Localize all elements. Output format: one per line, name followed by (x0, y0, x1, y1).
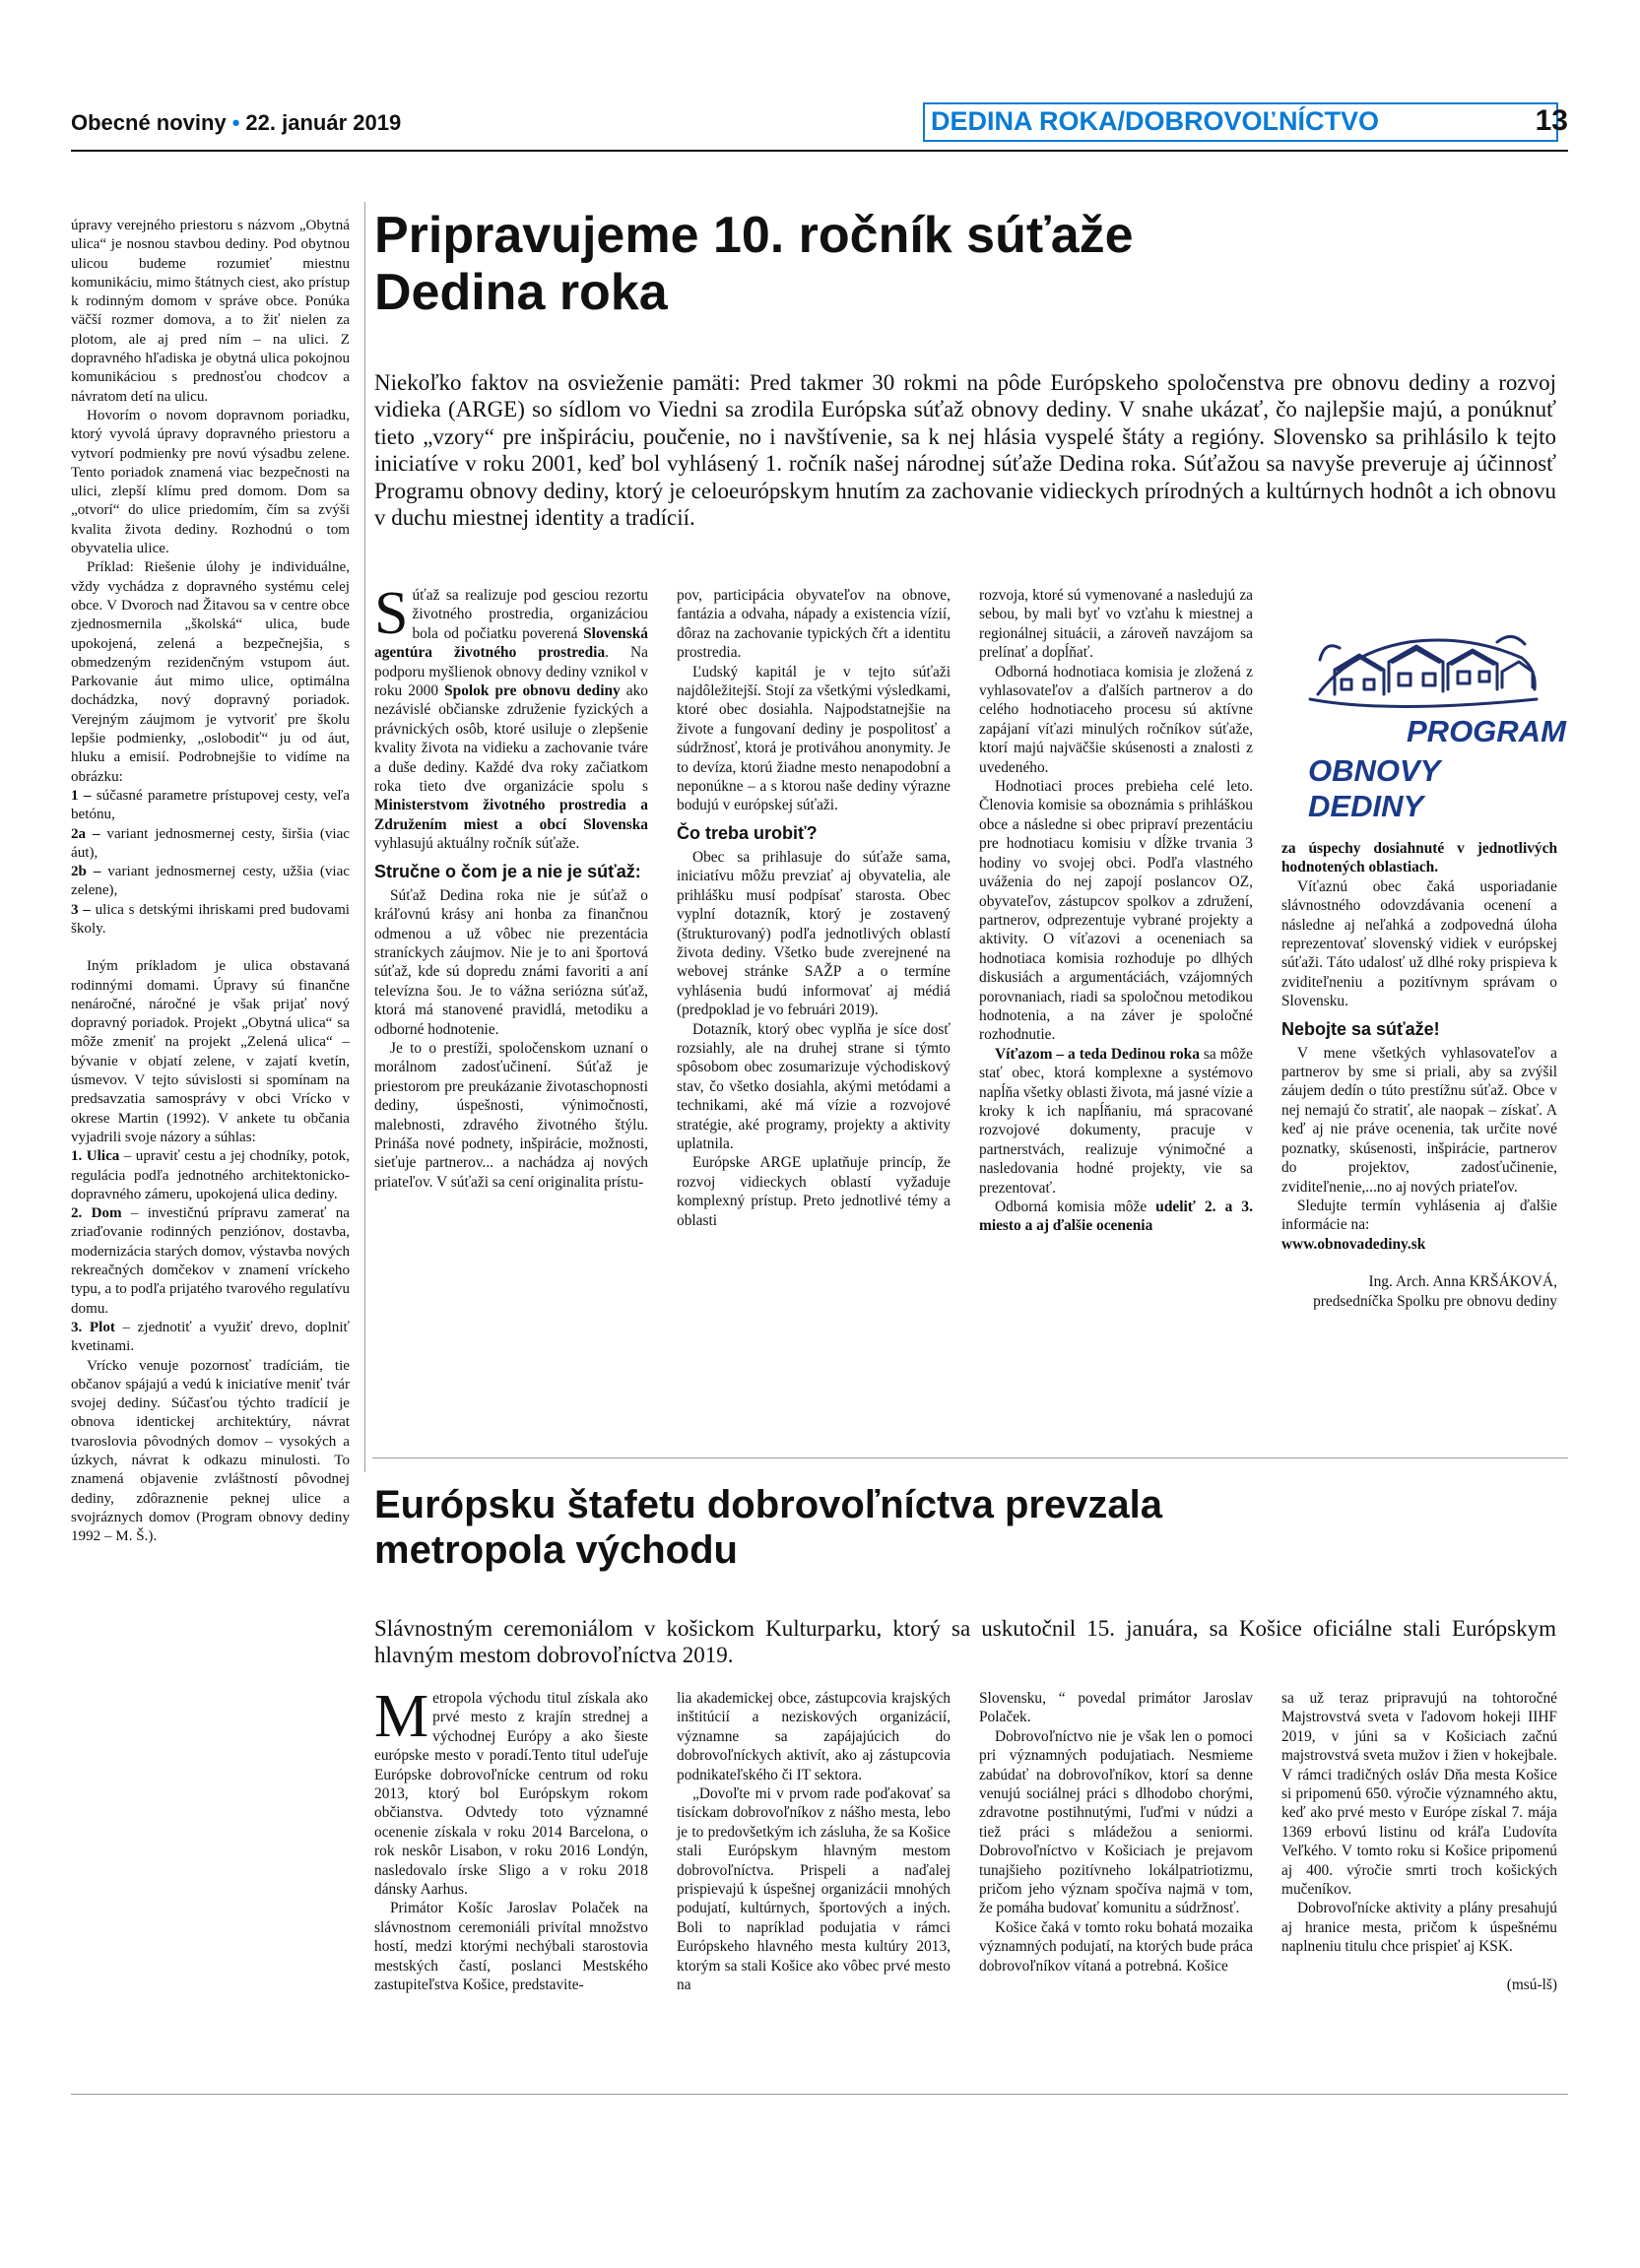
article-headline: Európsku štafetu dobrovoľníctva prevzala metropola východu (374, 1483, 1163, 1572)
paragraph: Odborná komisia môže udeliť 2. a 3. miesto a aj ďalšie ocenenia (979, 1199, 1253, 1235)
website-link: www.obnovadediny.sk (1281, 1235, 1426, 1253)
paragraph: Dobrovoľníctvo nie je však len o pomoci pri významných podujatiach. Nesmieme zabúdať na dobrovoľníkov, ktorí sa denne venujú sociálnej práci s dlhodobo chorými, zdravotne postihnutými, ľuďmi v núdzi a tiež práci s mládežou a seniormi. Dobrovoľníctvo v Košiciach je prejavom tunajšieho pozitívneho lokálpatriotizmu, pričom jeho význam spočíva najmä v tom, že pomáha budovať komunitu a súdržnosť. (979, 1727, 1253, 1917)
list-item: 3 – ulica s detskými ihriskami pred budovami školy. (71, 901, 351, 937)
publication-line (71, 110, 401, 136)
paragraph: Primátor Košíc Jaroslav Polaček na slávnostnom ceremoniáli privítal množstvo hostí, medzi ktorými nechýbali starostovia mestských častí, poslanci Mestského zastupiteľstva Košice, predstavite- (374, 1900, 648, 1994)
paragraph: lia akademickej obce, zástupcovia krajských inštitúcií a neziskových organizácií, významne sa zapájajúcich do dobrovoľníckych aktivít, ako aj zástupcovia podnikateľského či IT sektora. (677, 1690, 951, 1783)
issue-date: 22. január 2019 (245, 110, 402, 135)
paragraph: sa už teraz pripravujú na tohtoročné Majstrovstvá sveta v ľadovom hokeji IIHF 2019, v júni sa v Košiciach začnú majstrovstvá sveta mužov i žien v hokejbale. V rámci tradičných osláv Dňa mesta Košice si pripomenú 650. výročie významného aktu, keď ako prvé mesto v Európe získal 7. mája 1369 erbovú listinu od kráľa Ľudovíta Veľkého. V tomto roku si Košice pripomenú aj 400. výročie smrti troch košických mučeníkov. (1281, 1690, 1557, 1899)
list-item: 2a – variant jednosmernej cesty, širšia (viac áut), (71, 825, 350, 861)
column-divider (364, 202, 365, 1472)
paragraph: Ľudský kapitál je v tejto súťaži najdôležitejší. Stojí za všetkými výsledkami, ktoré obec dosiahla. Najpodstatnejšie na živote a fungovaní dediny je pospolitosť a súdržnosť, ktorá je protiváhou anonymity. Je to devíza, ktorú žiadne mesto nenapodobní a neponúkne – a s ktorou naše dediny výrazne bodujú v európskej súťaži. (677, 663, 951, 814)
section-label: DEDINA ROKA/DOBROVOĽNÍCTVO (923, 102, 1558, 142)
list-item: 2. Dom – investičnú prípravu zamerať na zriaďovanie rodinných penziónov, dostavba, modernizácia starých domov, výstavba nových rekreačných domčekov v znamení vríckeho typu, a to podľa prijatého tvarového regulatívu domu. (71, 1205, 350, 1317)
paragraph: za úspechy dosiahnuté v jednotlivých hodnotených oblastiach. (1281, 840, 1557, 876)
paragraph: Víťaznú obec čaká usporiadanie slávnostného odovzdávania ocenení a následne aj neľahká a zodpovedná úloha reprezentovať slovenský vidiek v európskej súťaži. Táto udalosť už dlhé roky prispieva k zviditeľneniu a pozitívnym správam o Slovensku. (1281, 877, 1557, 1010)
article-column-1 (374, 580, 648, 1192)
paragraph: rozvoja, ktoré sú vymenované a nasledujú za sebou, by mali byť vo vzťahu k miestnej a regionálnej situácii, a zároveň navzájom sa prelínať a dopĺňať. (979, 587, 1253, 662)
paragraph: Sledujte termín vyhlásenia aj ďalšie informácie na: (1281, 1197, 1557, 1234)
paragraph: V mene všetkých vyhlasovateľov a partnerov by sme si priali, aby sa zvýšil záujem dedín o túto prestížnu súťaž. Obce v nej nemajú čo stratiť, ale naopak – získať. A keď aj nie práve ocenenia, tak určite nové poznatky, skúsenosti, inšpirácie, partnerov do projektov, zadosťučinenie, zviditeľnenie,...no aj nových priateľov. (1281, 1044, 1557, 1196)
article-lead: Niekoľko faktov na osvieženie pamäti: Pred takmer 30 rokmi na pôde Európskeho spoločenstva pre obnovu dediny a rozvoj vidieka (ARGE) so sídlom vo Viedni sa zrodila Európska súťaž obnovy dediny. V snahe ukázať, čo najlepšie majú, a ponúknuť tieto „vzory“ pre inšpiráciu, poučenie, no i navštívenie, sa k nej hlásia vyspelé štáty a regióny. Slovensko sa prihlásilo k tejto iniciatíve v roku 2001, keď bol vyhlásený 1. ročník našej národnej súťaže Dedina roka. Súťažou sa navyše preveruje aj účinnosť Programu obnovy dediny, ktorý je celoeurópskym hnutím za zachovanie vidieckych prírodných a kultúrnych hodnôt a ich obnovu v duchu miestnej identity a tradícií. (374, 370, 1556, 531)
paragraph: Je to o prestíži, spoločenskom uznaní o morálnom zadosťučinení. Súťaž je priestorom pre preukázanie životaschopnosti dediny, úspešnosti, výnimočnosti, malebnosti, zdravého životného štýlu. Prináša nové podnety, inšpirácie, možnosti, sieťuje partnerov... a nachádza aj nových priateľov. V súťaži sa cení originalita prístu- (374, 1039, 648, 1191)
paragraph: úpravy verejného priestoru s názvom „Obytná ulica“ je nosnou stavbou dediny. Pod obytnou ulicou budeme rozumieť miestnu komunikáciu, mimo štátnych ciest, ako prístup k rodinným domom v správe obce. Ponúka väčší rozmer domova, a to žiť nielen za plotom, ale aj pred ním – na ulici. Z dopravného hľadiska je obytná ulica pokojnou komunikáciou s prednosťou chodcov a návratom detí na ulicu. (71, 218, 350, 405)
left-column-article (71, 217, 350, 1546)
list-item: 1. Ulica – upraviť cestu a jej chodníky, potok, regulácia podľa jednotného architektonicko-dopravného zámeru, upokojená ulica dediny. (71, 1148, 350, 1202)
bullet-separator: • (231, 110, 240, 135)
signature-title: predsedníčka Spolku pre obnovu dediny (1313, 1292, 1557, 1310)
signature-name: Ing. Arch. Anna KRŠÁKOVÁ, (1368, 1273, 1557, 1291)
list-item: 3. Plot – zjednotiť a využiť drevo, doplniť kvetinami. (71, 1319, 350, 1355)
paragraph: Hodnotiaci proces prebieha celé leto. Členovia komisie sa oboznámia s prihláškou obce a následne si obec pripraví prezentáciu pre hodnotiacu komisiu v dĺžke trvania 3 hodiny vo svojej obci. Podľa vlastného uváženia do nej zapojí poslancov OZ, obyvateľov, zástupcov spolkov a združení, partnerov, odprezentuje vybrané projekty a aktivity. O víťazovi a oceneniach sa hodnotiaca komisia rozhoduje po dlhých diskusiách a argumentáciách, vzájomných porovnaniach, riadi sa spoločnou metodikou hodnotenia, a na záver je spoločné rozhodnutie. (979, 778, 1253, 1044)
article-column-4 (1281, 1689, 1557, 1994)
drop-cap: M (374, 1683, 429, 1750)
paragraph: Súťaž Dedina roka nie je súťaž o kráľovnú krásy ani honba za finančnou odmenou a už vôbec nie prezentácia straníckych záujmov. Nie je to ani športová súťaž, kde sú dopredu známi favoriti a aní televízna šou. Je to vážna seriózna súťaž, ktorá má stanovené pravidlá, metodiku a odborné hodnotenie. (374, 886, 648, 1038)
paragraph: Súťaž sa realizuje pod gesciou rezortu životného prostredia, organizáciou bola od počiatku poverená Slovenská agentúra životného prostredia. Na podporu myšlienok obnovy dediny vznikol v roku 2000 Spolok pre obnovu dediny ako nezávislé občianske združenie fyzických a právnických osôb, ktoré usiluje o zlepšenie kvality života na vidieku a zachovanie tváre a duše dediny. Každé dva roky začiatkom roka tieto dve organizácie spolu s Ministerstvom životného prostredia a Združením miest a obcí Slovenska vyhlasujú aktuálny ročník súťaže. (374, 580, 648, 853)
article-column-3 (979, 586, 1253, 1236)
logo-line-2: OBNOVY DEDINY (1308, 753, 1440, 823)
signature: (msú-lš) (1506, 1976, 1557, 1993)
page-number: 13 (1535, 104, 1568, 137)
paragraph: Víťazom – a teda Dedinou roka sa môže stať obec, ktorá komplexne a systémovo napĺňa všetky oblasti života, má jasné vízie a kroky k ich napĺňaniu, má spracované rozvojové dokumenty, pracuje v partnerstvách, realizuje výnimočné a nasledovania hodné projekty, vie sa prezentovať. (979, 1045, 1253, 1197)
paragraph: pov, participácia obyvateľov na obnove, fantázia a odvaha, nápady a existencia vízií, dôraz na zachovanie typických čŕt a identitu prostredia. (677, 587, 951, 662)
page-header (71, 102, 1568, 150)
article-column-2 (677, 586, 951, 1230)
paragraph: Obec sa prihlasuje do súťaže sama, iniciatívu môžu prevziať aj obyvatelia, ale prihlášku musí podpísať starosta. Obec vyplní dotazník, ktorý je zostavený (štrukturovaný) podľa jednotlivých oblastí života dediny. Všetko bude zverejnené na webovej stránke SAŽP a o termíne vyhlásenia budú informovať aj médiá (predpoklad je vo februári 2019). (677, 848, 951, 1019)
paragraph: Iným príkladom je ulica obstavaná rodinnými domami. Úpravy sú finančne nenáročné, náročné je však prijať nový dopravný poriadok. Projekt „Obytná ulica“ sa môže zmeniť na projekt „Zelená ulica“ – bývanie v objatí zelene, v zajatí kvetín, úsmevov. V tejto súvislosti si spomínam na predsavzatia samosprávy v obci Vrícko v okrese Martin (1992). V ankete tu občania vyjadrili svoje názory a súhlas: (71, 958, 350, 1145)
paragraph: Hovorím o novom dopravnom poriadku, ktorý vyvolá úpravy dopravného priestoru a vytvorí podmienky pre novú výsadbu zelene. Tento poriadok znamená viac bezpečnosti na ulici, zlepší klímu pred domom. Dom sa „otvorí“ do ulice priedomím, čím sa zvýši kvalita života dediny. Rozhodnú o tom obyvatelia ulice. (71, 407, 350, 557)
footer-rule (71, 2094, 1568, 2095)
list-item: 2b – variant jednosmernej cesty, užšia (viac zelene), (71, 864, 350, 899)
paragraph: Odborná hodnotiaca komisia je zložená z vyhlasovateľov a ďalších partnerov a do celého hodnotiaceho procesu sú aktívne zapájaní víťazi minulých ročníkov súťaže, ktorí majú najväčšie skúsenosti a znalosti z uvedeného. (979, 663, 1253, 776)
drop-cap: S (374, 580, 409, 647)
paragraph: Metropola východu titul získala ako prvé mesto z krajín strednej a východnej Európy a ako šieste európske mesto v poradí.Tento titul udeľuje Európske dobrovoľnícke centrum od roku 2013, ktorý bol Európskym rokom občianstva. Odvtedy toto významné ocenenie získala v roku 2014 Barcelona, o rok neskôr Lisabon, v roku 2016 Londýn, nasledovalo írske Sligo a v roku 2018 dánsky Aarhus. (374, 1683, 648, 1899)
article-lead: Slávnostným ceremoniálom v košickom Kulturparku, ktorý sa uskutočnil 15. januára, sa Košice oficiálne stali Európskym hlavným mestom dobrovoľníctva 2019. (374, 1616, 1556, 1668)
paragraph: Slovensku, “ povedal primátor Jaroslav Polaček. (979, 1690, 1253, 1726)
subheading: Nebojte sa súťaže! (1281, 1018, 1440, 1039)
paragraph: Príklad: Riešenie úlohy je individuálne, vždy vychádza z dopravného systému celej obce. V Dvoroch nad Žitavou sa v centre obce zjednosmernila „školská“ ulica, bude upokojená, zelená a bezpečnejšia, s obmedzeným rezidenčným vstupom áut. Parkovanie áut mimo ulice, optimálna dochádzka, nový dopravný poriadok. Verejným záujmom je vytvoriť pre školu lepšie podmienky, „oslobodiť“ ju od áut, hluku a emisií. Podrobnejšie to vidíme na obrázku: (71, 559, 350, 785)
article-column-3 (979, 1689, 1253, 1976)
publication-name: Obecné noviny (71, 110, 227, 135)
paragraph: Dotazník, ktorý obec vyplňa je síce dosť rozsiahly, ale na druhej strane si týmto spôsobom obec zosumarizuje východiskový stav, čo všetko dosiahla, akými metódami a technikami, aké má vízie a rozvojové stratégie, aké programy, projekty a aktivity uplatnila. (677, 1020, 951, 1152)
article-headline: Pripravujeme 10. ročník súťaže Dedina roka (374, 207, 1134, 321)
paragraph: Dobrovoľnícke aktivity a plány presahujú aj hranice mesta, pričom k úspešnému naplneniu titulu chce prispieť aj KSK. (1281, 1900, 1557, 1956)
logo-line-1: PROGRAM (1407, 714, 1566, 748)
list-item: 1 – súčasné parametre prístupovej cesty, veľa betónu, (71, 787, 350, 823)
article-column-1 (374, 1683, 648, 1995)
paragraph: „Dovoľte mi v prvom rade poďakovať sa tisíckam dobrovoľníkov z nášho mesta, lebo je to predovšetkým ich zásluha, že sa Košice stali Európskym hlavným mestom dobrovoľníctva. Prispeli a naďalej prispievajú k úspešnej organizácii mnohých podujatí, kultúrnych, športových a iných. Boli to napríklad podujatia v rámci Európskeho hlavného mesta kultúry 2013, ktorým sa stali Košice ako vôbec prvé mesto na (677, 1785, 951, 1994)
paragraph: Košice čaká v tomto roku bohatá mozaika významných podujatí, na ktorých bude práca dobrovoľníkov vítaná a potrebná. Košice (979, 1918, 1253, 1975)
program-logo (1290, 601, 1566, 837)
article-column-2 (677, 1689, 951, 1995)
subheading: Stručne o čom je a nie je súťaž: (374, 861, 641, 881)
header-rule (71, 150, 1568, 152)
paragraph: Európske ARGE uplatňuje princíp, že rozvoj vidieckych oblastí vyžaduje komplexný prístup. Preto jednotlivé témy a oblasti (677, 1154, 951, 1229)
paragraph: Vrícko venuje pozornosť tradíciám, tie občanov spájajú a vedú k iniciatíve meniť tvár svojej dediny. Súčasťou týchto tradícií je obnova identickej architektúry, návrat tvaroslovia pôvodných domov – vysokých a úzkych, návrat k odkazu minulosti. To znamená objavenie zvláštností pôvodnej dediny, zdôraznenie peknej ulice a svojráznych domov (Program obnovy dediny 1992 – M. Š.). (71, 1357, 350, 1545)
article-column-4 (1281, 839, 1557, 1311)
subheading: Čo treba urobiť? (677, 822, 818, 843)
